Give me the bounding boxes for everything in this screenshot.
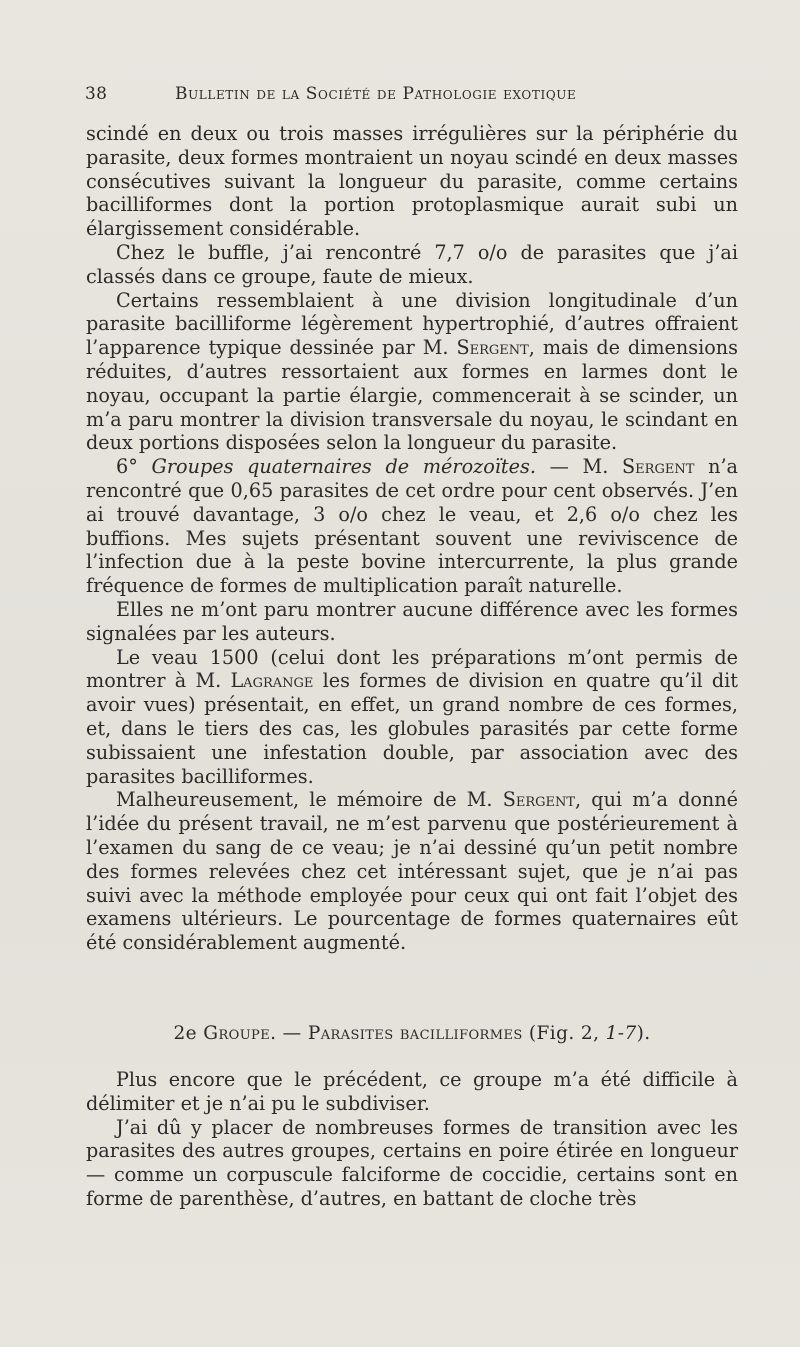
paragraph: [86, 1068, 738, 1116]
author-name: Sergent: [456, 336, 529, 360]
page-header: [85, 84, 745, 112]
author-name: Sergent: [502, 788, 576, 812]
paragraph-text: Plus encore que le précédent, ce groupe m’a été difficile à délimiter et je n’ai pu le subdiviser.: [86, 1068, 738, 1115]
paragraph-text: Le veau 1500 (celui dont les préparations m’ont permis de montrer à M.: [86, 645, 738, 693]
figure-reference: 1-7: [605, 1023, 637, 1044]
page-number: 38: [85, 84, 108, 104]
paragraph: [86, 598, 738, 646]
paragraph-text: Certains ressemblaient à une division longitudinale d’un parasite bacilliforme légèrement hypertrophié, d’autres offraient l’apparence typique dessinée par M.: [86, 288, 738, 360]
paragraph-text: , mais de dimensions réduites, d’autres ressortaient aux formes en larmes dont le noyau, occupant la partie élargie, commencerait à se scinder, un m’a paru montrer la division transversale du noyau, le scindant en deux portions disposées selon la longueur du parasite.: [86, 336, 738, 455]
paragraph: [86, 455, 738, 598]
paragraph-text: Malheureusement, le mémoire de M.: [116, 788, 503, 812]
paragraph: [86, 1116, 738, 1211]
list-number: 6°: [116, 455, 138, 479]
section-dash: —: [276, 1023, 308, 1044]
subsection-title: Groupes quaternaires de mérozoïtes.: [151, 455, 536, 479]
paragraph-text: n’a rencontré que 0,65 parasites de cet ordre pour cent observés. J’en ai trouvé davantage, 3 o/o chez le veau, et 2,6 o/o chez les buffions. Mes sujets présentant souvent une reviviscence de l’infection due à la peste bovine intercurrente, la plus grande fréquence de formes de multiplication paraît naturelle.: [86, 455, 738, 598]
body-text: [86, 122, 738, 955]
paragraph-text: scindé en deux ou trois masses irrégulières sur la périphérie du parasite, deux formes montraient un noyau scindé en deux masses consécutives suivant la longueur du parasite, comme certains bacilliformes dont la portion protoplasmique aurait subi un élargissement considérable.: [86, 122, 738, 241]
paragraph-text: — M.: [535, 455, 623, 479]
paragraph-text: , qui m’a donné l’idée du présent travail, ne m’est parvenu que postérieurement à l’examen du sang de ce veau; je n’ai dessiné qu’un petit nombre des formes relevées chez cet intéressant sujet, que je n’ai pas suivi avec la méthode employée pour ceux qui ont fait l’objet des examens ultérieurs. Le pourcentage de formes quaternaires eût été considérablement augmenté.: [86, 788, 738, 955]
author-name: Sergent: [622, 455, 695, 479]
running-title: Bulletin de la Société de Pathologie exotique: [175, 84, 577, 104]
section-title: Parasites bacilliformes: [307, 1023, 523, 1044]
paragraph-text: les formes de division en quatre qu’il dit avoir vues) présentait, en effet, un grand nombre de ces formes, et, dans le tiers des cas, les globules parasités par cette forme subissaient une infestation double, par association avec des parasites bacilliformes.: [86, 669, 739, 788]
section-heading: [86, 1023, 738, 1044]
paragraph-text: J’ai dû y placer de nombreuses formes de transition avec les parasites des autres groupes, certains en poire étirée en longueur — comme un corpuscule falciforme de coccidie, certains sont en forme de parenthèse, d’autres, en battant de cloche très: [86, 1115, 738, 1210]
author-name: Lagrange: [230, 669, 314, 693]
paragraph: [86, 646, 738, 789]
section-label: Groupe.: [203, 1023, 277, 1044]
paragraph-text: Elles ne m’ont paru montrer aucune différence avec les formes signalées par les auteurs.: [86, 597, 738, 645]
figure-reference: ).: [636, 1023, 651, 1044]
figure-reference: (Fig. 2,: [522, 1023, 606, 1044]
paragraph: [86, 122, 738, 241]
paragraph: [86, 788, 738, 955]
paragraph: [86, 241, 738, 289]
section-number: 2e: [173, 1023, 197, 1044]
body-text-continued: [86, 1068, 738, 1211]
paragraph: [86, 289, 738, 456]
paragraph-text: Chez le buffle, j’ai rencontré 7,7 o/o de parasites que j’ai classés dans ce groupe, faute de mieux.: [86, 240, 738, 288]
